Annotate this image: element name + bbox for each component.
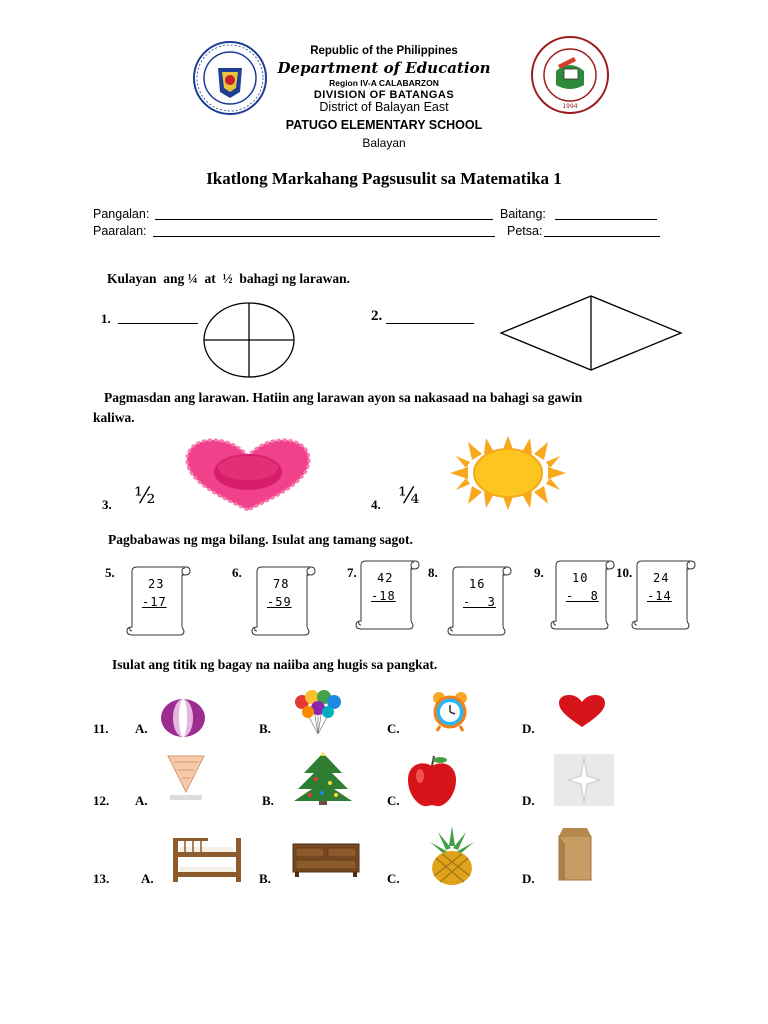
school-field-line[interactable] [153, 236, 495, 237]
sphere-ball-icon [160, 698, 206, 738]
subtrahend-10: -14 [647, 589, 672, 603]
subtrahend-9: - 8 [566, 589, 599, 603]
item-number-2: 2. [371, 308, 383, 324]
answer-line-2[interactable] [386, 323, 474, 324]
alarm-clock-icon [428, 690, 472, 734]
name-label: Pangalan: [93, 207, 150, 221]
pineapple-icon [424, 826, 480, 886]
item-number-8: 8. [428, 565, 438, 580]
page-title: Ikatlong Markahang Pagsusulit sa Matematika 1 [206, 169, 562, 188]
apple-icon [406, 754, 458, 808]
option-13-d[interactable]: D. [522, 871, 535, 886]
heart-image [183, 438, 313, 512]
town-line: Balayan [362, 136, 406, 150]
subtrahend-7: -18 [371, 589, 396, 603]
paper-bag-icon [557, 826, 593, 882]
minuend-9: 10 [572, 571, 589, 585]
option-11-d[interactable]: D. [522, 721, 535, 736]
bunk-bed-icon [171, 836, 243, 884]
date-line[interactable] [544, 236, 660, 237]
item-number-12: 12. [93, 793, 110, 808]
item-number-6: 6. [232, 565, 242, 580]
item-number-10: 10. [616, 565, 633, 580]
grade-label: Baitang: [500, 207, 546, 221]
minuend-5: 23 [148, 577, 165, 591]
item-number-13: 13. [93, 871, 110, 886]
subtrahend-6: -59 [267, 595, 292, 609]
item-number-5: 5. [105, 565, 115, 580]
minuend-10: 24 [653, 571, 670, 585]
item-number-11: 11. [93, 721, 109, 736]
minuend-8: 16 [469, 577, 486, 591]
seal-year: 1994 [562, 103, 578, 110]
name-line[interactable] [155, 219, 493, 220]
option-11-b[interactable]: B. [259, 721, 271, 736]
school-label: Paaralan: [93, 224, 147, 238]
instruction-divide-line2: kaliwa. [93, 410, 135, 425]
option-13-b[interactable]: B. [259, 871, 271, 886]
fraction-quarter: ¼ [398, 484, 420, 509]
item-number-7: 7. [347, 565, 357, 580]
district-line: District of Balayan East [319, 100, 449, 114]
option-13-c[interactable]: C. [387, 871, 400, 886]
option-12-b[interactable]: B. [262, 793, 274, 808]
option-11-c[interactable]: C. [387, 721, 400, 736]
option-12-d[interactable]: D. [522, 793, 535, 808]
dresser-icon [292, 842, 360, 878]
option-12-a[interactable]: A. [135, 793, 148, 808]
item-number-3: 3. [102, 497, 112, 512]
answer-line-1[interactable] [118, 323, 198, 324]
grade-line[interactable] [555, 219, 657, 220]
republic-line: Republic of the Philippines [310, 45, 458, 57]
instruction-odd-shape: Isulat ang titik ng bagay na naiiba ang hugis sa pangkat. [112, 657, 438, 672]
cone-icon [166, 754, 206, 802]
sun-image [450, 436, 566, 510]
instruction-subtraction: Pagbabawas ng mga bilang. Isulat ang tamang sagot. [108, 532, 413, 547]
instruction-divide-line1: Pagmasdan ang larawan. Hatiin ang larawan ayon sa nakasaad na bahagi sa gawin [104, 390, 583, 405]
star-clipart-icon [554, 754, 614, 806]
department-line: Department of Education [277, 59, 491, 77]
option-11-a[interactable]: A. [135, 721, 148, 736]
item-number-1: 1. [101, 311, 111, 326]
region-line: Region IV-A CALABARZON [329, 78, 439, 88]
date-label: Petsa: [507, 224, 543, 238]
option-12-c[interactable]: C. [387, 793, 400, 808]
minuend-6: 78 [273, 577, 290, 591]
christmas-tree-icon [292, 751, 354, 805]
subtrahend-5: -17 [142, 595, 167, 609]
item-number-4: 4. [371, 497, 381, 512]
balloons-icon [292, 690, 344, 736]
fraction-half: ½ [134, 484, 156, 509]
rhombus-halves-shape [500, 295, 682, 371]
item-number-9: 9. [534, 565, 544, 580]
option-13-a[interactable]: A. [141, 871, 154, 886]
heart-icon [558, 694, 606, 728]
circle-quarters-shape [203, 302, 295, 378]
division-line: DIVISION OF BATANGAS [313, 89, 455, 101]
instruction-color-fraction: Kulayan ang ¼ at ½ bahagi ng larawan. [107, 271, 351, 286]
subtrahend-8: - 3 [463, 595, 496, 609]
school-line: PATUGO ELEMENTARY SCHOOL [285, 118, 483, 132]
minuend-7: 42 [377, 571, 394, 585]
